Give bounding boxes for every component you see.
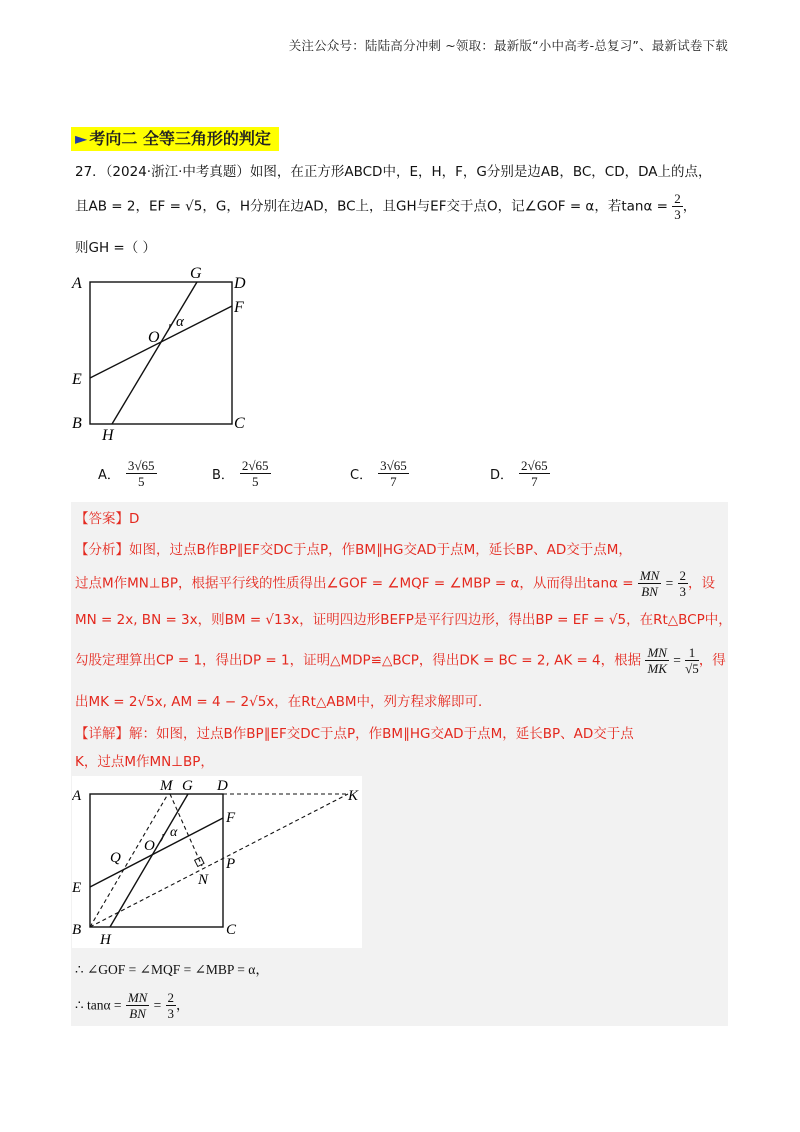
choice-a[interactable]: A． $\frac{3√65}{5}$ (98, 458, 155, 489)
tan-fraction: $\frac{2}{3}$ (674, 191, 681, 222)
label-D-2: D (217, 778, 228, 794)
segment-gh (112, 282, 197, 424)
label-B: B (72, 415, 82, 432)
label-H-2: H (100, 932, 111, 948)
square-abcd (90, 282, 232, 424)
label-M-2: M (160, 778, 173, 794)
page-header: 关注公众号：陆陆高分冲刺 ~领取：最新版“小中高考-总复习”、最新试卷下载 (288, 38, 728, 53)
question-line-1 (75, 160, 712, 180)
label-O: O (148, 329, 160, 346)
step-line-1: ∴ ∠GOF = ∠MQF = ∠MBP = α， (75, 962, 269, 977)
label-N-2: N (198, 872, 209, 888)
label-K-2: K (348, 788, 359, 804)
section-title (71, 127, 279, 151)
label-G-2: G (182, 778, 193, 794)
label-P-2: P (226, 856, 236, 872)
label-B-2: B (72, 922, 82, 938)
angle-arc (167, 324, 170, 332)
analysis-line-1: 【分析】如图，过点B作BP∥EF交DC于点P，作BM∥HG交AD于点M，延长BP、AD交于点M， (75, 542, 632, 558)
detail-line-1: 【详解】解：如图，过点B作BP∥EF交DC于点P，作BM∥HG交AD于点M，延长BP、AD交于点 (75, 726, 634, 742)
label-F: F (234, 299, 244, 316)
label-alpha: α (176, 314, 184, 330)
choice-d[interactable]: D． $\frac{2√65}{7}$ (490, 458, 548, 489)
question-line-3: 则GH =（ ） (75, 240, 157, 256)
segment-bk (90, 794, 348, 927)
question-text-2: 且AB = 2，EF = √5，G，H分别在边AD，BC上，且GH与EF交于点O，记∠GOF = α，若tanα = (75, 198, 668, 215)
choice-c[interactable]: C． $\frac{3√65}{7}$ (350, 458, 407, 489)
answer-value: D (129, 511, 140, 527)
label-H: H (102, 427, 114, 444)
segment-ef (90, 306, 232, 378)
label-G: G (190, 265, 202, 282)
question-text-1: 如图，在正方形ABCD中，E，H，F，G分别是边AB，BC，CD，DA上的点， (249, 164, 712, 180)
label-alpha-2: α (170, 825, 178, 840)
label-A-2: A (72, 788, 82, 804)
section-title-text: 考向二 全等三角形的判定 (89, 129, 271, 148)
label-O-2: O (144, 838, 155, 854)
analysis-line-2: 过点M作MN⊥BP，根据平行线的性质得出∠GOF = ∠MQF = ∠MBP = α，从而得出tanα = $\frac{MN}{BN}$ = $\frac{2}{3}$ ，设 (75, 568, 716, 599)
label-C: C (234, 415, 245, 432)
label-F-2: F (226, 810, 236, 826)
step-line-2: ∴ tanα = $\frac{MN}{BN}$ = $\frac{2}{3}$ ， (75, 990, 190, 1021)
figure-1-diagram (70, 262, 260, 444)
label-Q-2: Q (110, 850, 121, 866)
analysis-line-3: MN = 2x, BN = 3x，则BM = √13x，证明四边形BEFP是平行四边形，得出BP = EF = √5，在Rt△BCP中， (75, 612, 732, 628)
question-line-2: 且AB = 2，EF = √5，G，H分别在边AD，BC上，且GH与EF交于点O，记∠GOF = α，若tanα = $\frac{2}{3}$ ， (75, 191, 697, 222)
answer-choices (98, 458, 568, 494)
label-A: A (72, 275, 82, 292)
label-C-2: C (226, 922, 237, 938)
right-angle-mark (195, 857, 204, 866)
choice-b[interactable]: B． $\frac{2√65}{5}$ (212, 458, 269, 489)
label-E-2: E (72, 880, 82, 896)
question-number: 27．（2024·浙江·中考真题） (75, 164, 250, 180)
analysis-line-4: 勾股定理算出CP = 1，得出DP = 1，证明△MDP≌△BCP，得出DK = BC = 2, AK = 4，根据 $\frac{MN}{MK}$ = $\frac{1}{√5}$ ，得 (75, 645, 726, 676)
segment-gh-2 (110, 794, 188, 927)
arrow-icon: ► (75, 129, 88, 148)
label-E: E (72, 371, 82, 388)
figure-2-diagram (72, 776, 362, 948)
label-D: D (234, 275, 246, 292)
analysis-line-5: 出MK = 2√5x, AM = 4 − 2√5x，在Rt△ABM中，列方程求解即可． (75, 694, 492, 710)
detail-line-2: K，过点M作MN⊥BP， (75, 754, 214, 770)
answer-line: 【答案】D (75, 511, 140, 527)
